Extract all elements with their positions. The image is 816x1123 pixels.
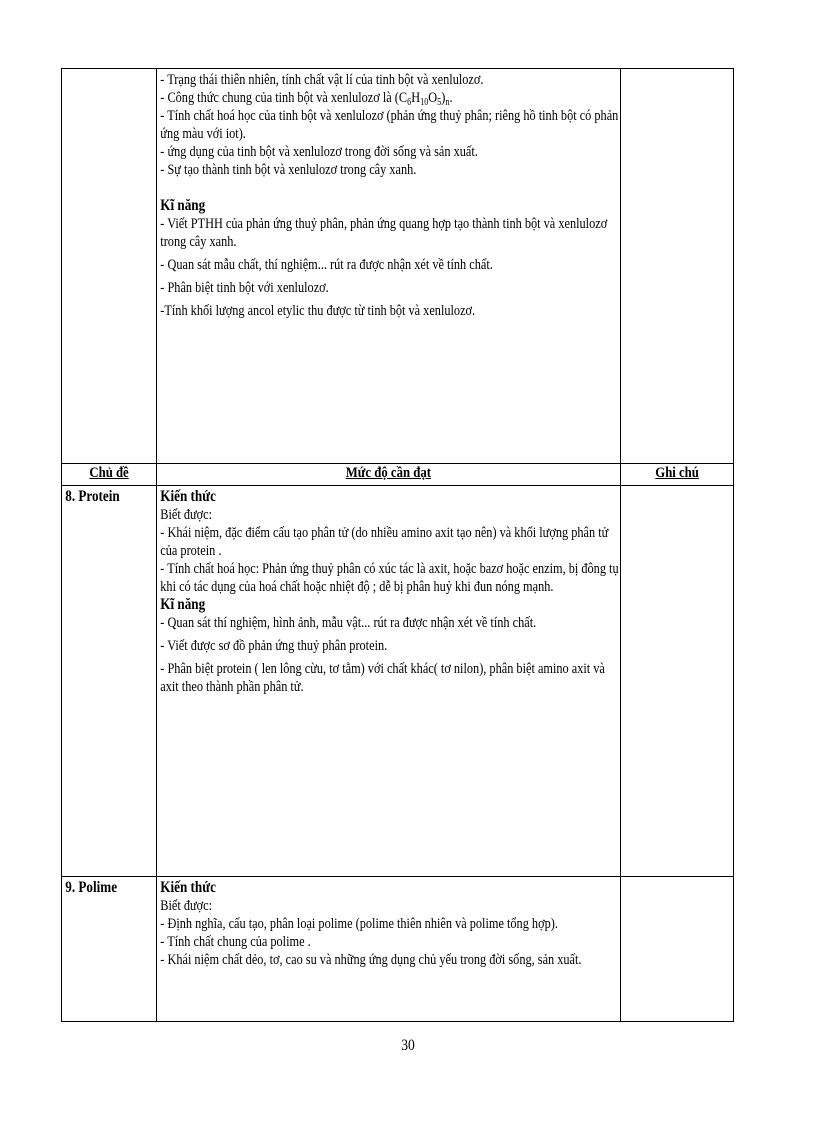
knowledge-line: - Khái niệm, đặc điểm cấu tạo phân tử (do nhiều amino axit tạo nên) và khối lượng phân tử của protein . <box>160 525 609 559</box>
content-line: - Sự tạo thành tinh bột và xenlulozơ trong cây xanh. <box>160 162 417 178</box>
topic-cell: 9. Polime <box>62 877 157 1022</box>
content-line: - ứng dụng của tinh bột và xenlulozơ trong đời sống và sản xuất. <box>160 144 478 160</box>
header-topic: Chủ đề <box>62 464 157 486</box>
skill-line: - Phân biệt tinh bột với xenlulozơ. <box>160 280 329 296</box>
knowledge-line: - Tính chất chung của polime . <box>160 934 311 950</box>
skills-heading: Kĩ năng <box>160 197 206 214</box>
formula-line: - Công thức chung của tinh bột và xenlulozơ là $(C_6H_{10}O_5)_n$. <box>160 90 453 108</box>
table-row-starch <box>62 69 734 464</box>
notes-cell <box>620 877 733 1022</box>
content-line: - Trạng thái thiên nhiên, tính chất vật lí của tinh bột và xenlulozơ. <box>160 72 484 88</box>
known-label: Biết được: <box>160 898 213 914</box>
table-row-polime <box>62 877 734 1022</box>
skill-line: - Viết được sơ đồ phản ứng thuỷ phân protein. <box>160 638 388 654</box>
notes-cell <box>620 486 733 877</box>
skill-line: - Quan sát mẫu chất, thí nghiệm... rút ra được nhận xét về tính chất. <box>160 257 493 273</box>
notes-cell <box>620 69 733 464</box>
skills-heading: Kĩ năng <box>160 596 206 613</box>
topic-cell-empty <box>62 69 157 464</box>
topic-cell: 8. Protein <box>62 486 157 877</box>
table-header-row <box>62 464 734 486</box>
knowledge-line: - Tính chất hoá học: Phản ứng thuỷ phân có xúc tác là axit, hoặc bazơ hoặc enzim, bị đông tụ khi có tác dụng của hoá chất hoặc nhiệt độ ; dễ bị phân huỷ khi đun nóng mạnh. <box>160 561 619 595</box>
content-line: - Tính chất hoá học của tinh bột và xenlulozơ (phản ứng thuỷ phân; riêng hồ tinh bột có phản ứng màu với iot). <box>160 108 619 142</box>
page-number: 30 <box>401 1037 415 1054</box>
knowledge-heading: Kiến thức <box>160 879 217 896</box>
header-requirements: Mức độ cần đạt <box>157 464 621 486</box>
knowledge-line: - Khái niệm chất dẻo, tơ, cao su và những ứng dụng chủ yếu trong đời sống, sản xuất. <box>160 952 582 968</box>
requirements-cell <box>157 486 621 877</box>
skill-line: - Quan sát thí nghiệm, hình ảnh, mẫu vật... rút ra được nhận xét về tính chất. <box>160 615 537 631</box>
skill-line: - Phân biệt protein ( len lông cừu, tơ tằm) với chất khác( tơ nilon), phân biệt amino axit và axit theo thành phần phân tử. <box>160 661 606 695</box>
known-label: Biết được: <box>160 507 213 523</box>
table-row-protein <box>62 486 734 877</box>
curriculum-table <box>61 68 734 1022</box>
skill-line: -Tính khối lượng ancol etylic thu được từ tinh bột và xenlulozơ. <box>160 303 476 319</box>
requirements-cell <box>157 69 621 464</box>
knowledge-line: - Định nghĩa, cấu tạo, phân loại polime (polime thiên nhiên và polime tổng hợp). <box>160 916 559 932</box>
skill-line: - Viết PTHH của phản ứng thuỷ phân, phản ứng quang hợp tạo thành tinh bột và xenlulozơ trong cây xanh. <box>160 216 608 250</box>
knowledge-heading: Kiến thức <box>160 488 217 505</box>
requirements-cell <box>157 877 621 1022</box>
header-notes: Ghi chú <box>620 464 733 486</box>
